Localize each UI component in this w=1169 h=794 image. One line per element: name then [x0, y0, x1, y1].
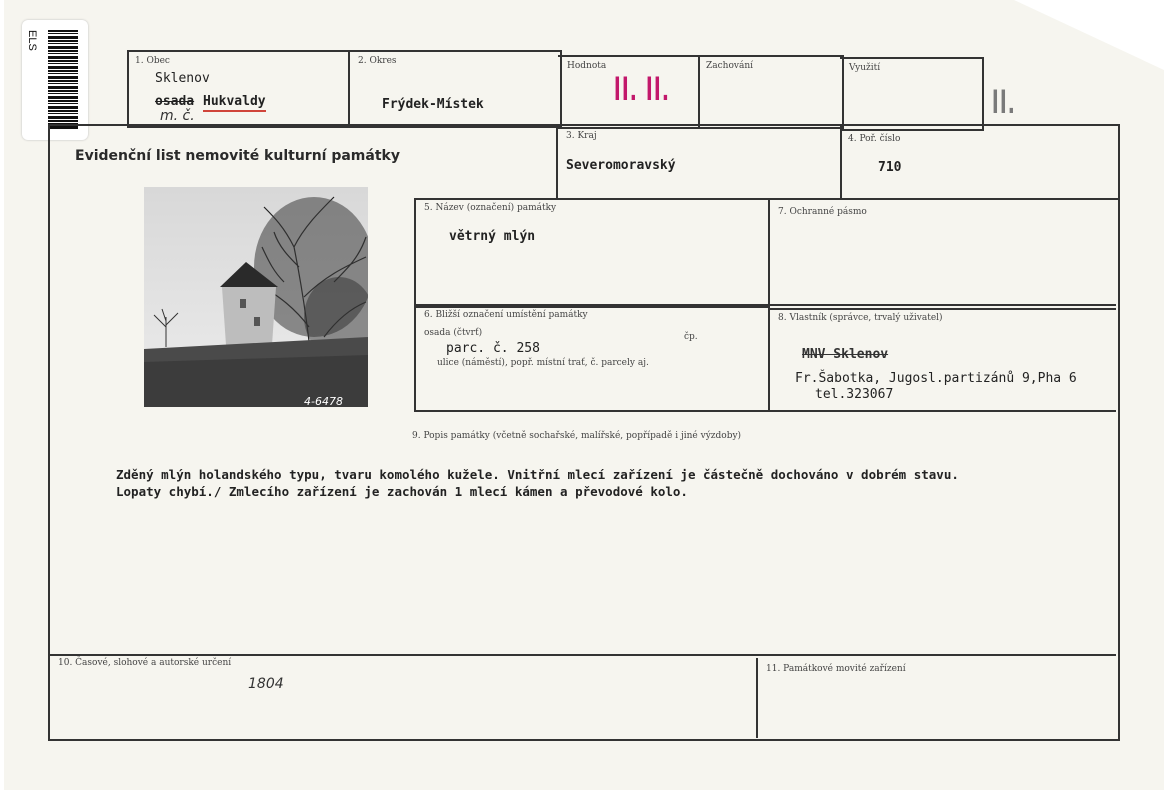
pasmo-label: 7. Ochranné pásmo — [778, 207, 867, 217]
vyuziti-value: II. — [992, 83, 1017, 121]
popis-line-2: Lopaty chybí./ Zmlecího zařízení je zachován 1 mlecí kámen a převodové kolo. — [116, 484, 688, 499]
vyuziti-label: Využití — [849, 63, 881, 73]
urceni-value: 1804 — [248, 676, 284, 692]
divider — [48, 654, 1116, 656]
nazev-value: větrný mlýn — [449, 229, 536, 244]
vlastnik-struck: MNV Sklenov — [802, 347, 889, 362]
vlastnik-label: 8. Vlastník (správce, trvalý uživatel) — [778, 313, 943, 323]
windmill-photo-image — [144, 187, 368, 407]
kraj-value: Severomoravský — [566, 158, 676, 173]
nazev-box — [414, 198, 770, 308]
barcode-label — [22, 20, 88, 140]
popis-line-1: Zděný mlýn holandského typu, tvaru komolého kužele. Vnitřní mlecí zařízení je částečně dochováno v dobrém stavu. — [116, 467, 959, 482]
movite-label: 11. Památkové movité zařízení — [766, 664, 906, 674]
umisteni-parc: parc. č. 258 — [446, 341, 540, 356]
cut-corner — [1014, 0, 1164, 70]
divider — [556, 124, 558, 200]
okres-value: Frýdek-Místek — [382, 97, 484, 112]
nazev-label: 5. Název (označení) památky — [424, 203, 557, 213]
divider — [756, 658, 758, 738]
zachovani-label: Zachování — [706, 61, 753, 71]
popis-text — [116, 466, 959, 500]
popis-label: 9. Popis památky (včetně sochařské, malířské, popřípadě i jiné výzdoby) — [412, 431, 742, 441]
urceni-label: 10. Časové, slohové a autorské určení — [58, 658, 232, 668]
umisteni-osada: osada (čtvrť) — [424, 328, 483, 338]
divider — [840, 124, 842, 200]
photo-caption: 4-6478 — [304, 395, 343, 407]
vlastnik-line2: tel.323067 — [815, 387, 894, 402]
obec-value-2: Hukvaldy — [203, 94, 266, 112]
obec-struck: osada — [155, 94, 195, 109]
hodnota-label: Hodnota — [567, 61, 607, 71]
umisteni-ulice: ulice (náměstí), popř. místní trať, č. parcely aj. — [437, 358, 649, 368]
umisteni-cp: čp. — [684, 332, 698, 342]
monument-photo — [144, 187, 368, 407]
vlastnik-line1: Fr.Šabotka, Jugosl.partizánů 9,Pha 6 — [795, 371, 1077, 386]
barcode-bars — [48, 30, 78, 130]
hodnota-value: II. II. — [614, 70, 671, 108]
umisteni-label: 6. Bližší označení umístění památky — [424, 310, 588, 320]
por-cislo-label: 4. Poř. číslo — [848, 134, 901, 144]
barcode-text: ELS — [26, 30, 38, 51]
form-title: Evidenční list nemovité kulturní památky — [75, 148, 400, 164]
okres-label: 2. Okres — [358, 56, 397, 66]
obec-label: 1. Obec — [135, 56, 170, 66]
por-cislo-value: 710 — [878, 160, 902, 175]
obec-note: m. č. — [160, 108, 195, 124]
obec-value: Sklenov — [155, 71, 210, 86]
kraj-label: 3. Kraj — [566, 131, 597, 141]
